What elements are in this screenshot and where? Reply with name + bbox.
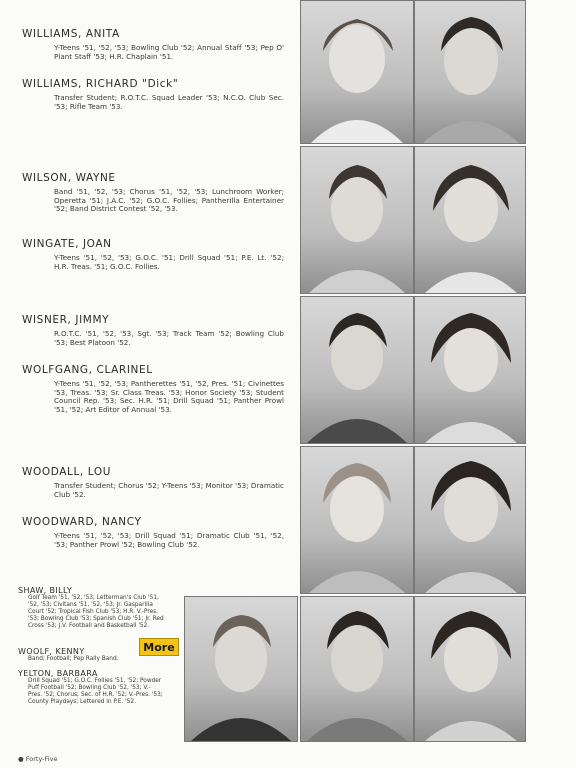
student-entry (22, 364, 284, 414)
student-name: WILLIAMS, ANITA (22, 28, 120, 40)
student-photo (300, 296, 414, 444)
student-entry (18, 647, 136, 663)
student-name: WISNER, JIMMY (22, 314, 110, 326)
student-activities: Drill Squad '51; G.O.C. Follies '51, '52; Powder Puff Football '52; Bowling Club '52, '53; V.-Pres. '52; Chorus; Sec. of H.R. '52; V.-Pres. '53; County Playdays; Lettered in P.E. '52. (28, 678, 163, 705)
page-footer (18, 755, 57, 763)
student-entry (18, 669, 163, 706)
student-activities: Y-Teens '51, '52, '53; G.O.C. '51; Drill Squad '51; P.E. Lt. '52; H.R. Treas. '51; G.O.C. Follies. (54, 253, 284, 271)
student-name: WILLIAMS, RICHARD "Dick" (22, 78, 179, 90)
student-photo (414, 296, 526, 444)
student-photo (414, 0, 526, 144)
student-photo (414, 446, 526, 594)
student-entry (22, 238, 284, 271)
student-photo (414, 596, 526, 742)
student-activities: Y-Teens '51, '52, '53; Pantherettes '51, '52, Pres. '51; Civinettes '53, Treas. '53; Sr. Class Treas. '53; Honor Society '53; Student Council Rep. '53; Sec. H.R. '51; Drill Squad '51; Panther Prowl '51, '52; Art Editor of Annual '53. (54, 379, 284, 414)
student-name: WINGATE, JOAN (22, 238, 112, 250)
student-entry (22, 314, 284, 347)
student-photo (300, 446, 414, 594)
student-activities: Y-Teens '51, '52, '53; Bowling Club '52; Annual Staff '53; Pep O' Plant Staff '53; H.R. Chaplain '51. (54, 43, 284, 61)
student-activities: R.O.T.C. '51, '52, '53, Sgt. '53; Track Team '52; Bowling Club '53; Best Platoon '52. (54, 329, 284, 347)
student-activities: Transfer Student; R.O.T.C. Squad Leader '53; N.C.O. Club Sec. '53; Rifle Team '53. (54, 93, 284, 111)
bullet-icon: ● (18, 755, 24, 763)
student-name: WOODWARD, NANCY (22, 516, 142, 528)
student-name: WOLFGANG, CLARINEL (22, 364, 153, 376)
student-activities: Transfer Student; Chorus '52; Y-Teens '53; Monitor '53; Dramatic Club '52. (54, 481, 284, 499)
student-photo (300, 0, 414, 144)
student-entry (22, 516, 284, 549)
student-name: YELTON, BARBARA (18, 669, 98, 678)
page-number: Forty-Five (25, 755, 58, 763)
student-name: WOOLF, KENNY (18, 647, 85, 656)
student-activities: Y-Teens '51, '52, '53; Drill Squad '51; Dramatic Club '51, '52, '53; Panther Prowl '52; Bowling Club '52. (54, 531, 284, 549)
student-activities: Band; Football; Pep Rally Band. (28, 656, 119, 662)
student-photo (184, 596, 298, 742)
student-name: WILSON, WAYNE (22, 172, 116, 184)
more-button[interactable]: More (139, 638, 179, 656)
student-entry (22, 28, 284, 61)
student-photo (300, 596, 414, 742)
student-name: WOODALL, LOU (22, 466, 111, 478)
student-photo (414, 146, 526, 294)
student-entry (18, 586, 168, 630)
student-photo (300, 146, 414, 294)
student-entry (22, 78, 284, 111)
student-entry (22, 172, 284, 214)
student-entry (22, 466, 284, 499)
student-activities: Band '51, '52, '53; Chorus '51, '52, '53; Lunchroom Worker; Operetta '51; J.A.C. '52; G.O.C. Follies; Pantherilla Entertainer '52; Band District Contest '52, '53. (54, 187, 284, 214)
student-name: SHAW, BILLY (18, 586, 73, 595)
student-activities: Golf Team '51, '52, '53; Letterman's Club '51, '52, '53; Civitans '51, '52, '53; Jr. Gasparilla Court '52; Tropical Fish Club '53; H.R. V.-Pres. '53; Bowling Club '53; Spanish Club '51; Jr. Red Cross '53; J.V. Football and Basketball '52. (28, 595, 164, 629)
